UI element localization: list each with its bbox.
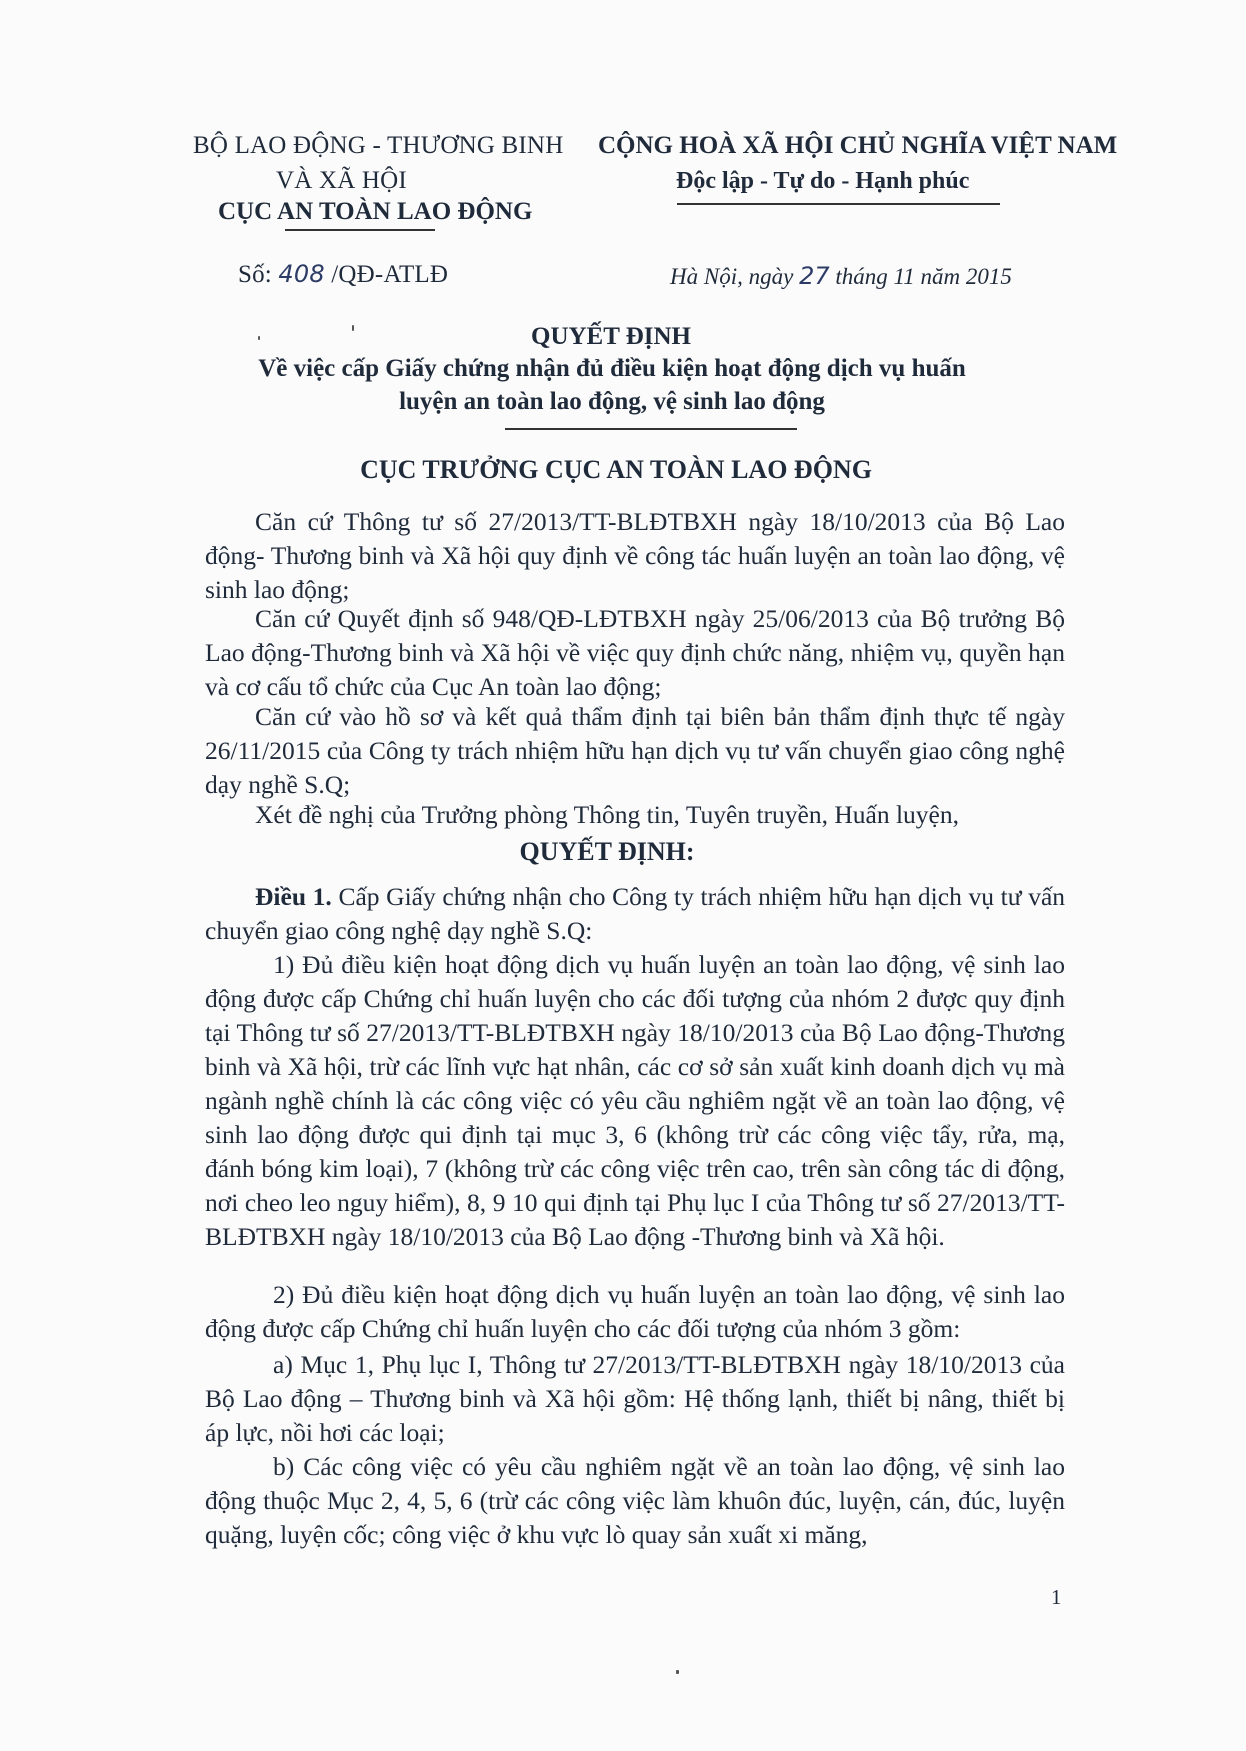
number-suffix: /QĐ-ATLĐ <box>331 261 449 288</box>
basis-paragraph-3: Căn cứ vào hồ sơ và kết quả thẩm định tại biên bản thẩm định thực tế ngày 26/11/2015 của Công ty trách nhiệm hữu hạn dịch vụ tư vấn chuyển giao công nghệ dạy nghề S.Q; <box>205 702 1065 799</box>
document-type-title: QUYẾT ĐỊNH <box>531 323 691 350</box>
date-month-year: tháng 11 năm 2015 <box>835 264 1012 289</box>
ministry-name-line1: BỘ LAO ĐỘNG - THƯƠNG BINH <box>193 132 564 159</box>
document-date <box>670 262 1012 290</box>
basis-paragraph-2: Căn cứ Quyết định số 948/QĐ-LĐTBXH ngày 25/06/2013 của Bộ trưởng Bộ Lao động-Thương binh và Xã hội về việc quy định chức năng, nhiệm vụ, quyền hạn và cơ cấu tổ chức của Cục An toàn lao động; <box>205 604 1065 701</box>
article-1-label: Điều 1. <box>255 882 332 911</box>
date-place: Hà Nội, ngày <box>670 264 794 289</box>
scan-speck <box>352 325 354 331</box>
clause-1: 1) Đủ điều kiện hoạt động dịch vụ huấn luyện an toàn lao động, vệ sinh lao động được cấp Chứng chỉ huấn luyện cho các đối tượng của nhóm 2 được quy định tại Thông tư số 27/2013/TT-BLĐTBXH ngày 18/10/2013 của Bộ Lao động-Thương binh và Xã hội, trừ các lĩnh vực hạt nhân, các cơ sở sản xuất kinh doanh dịch vụ mà ngành nghề chính là các công việc có yêu cầu nghiêm ngặt về an toàn lao động, vệ sinh lao động được qui định tại mục 3, 6 (không trừ các công việc tẩy, rửa, mạ, đánh bóng kim loại), 7 (không trừ các công việc trên cao, trên sàn công tác di động, nơi cheo leo nguy hiểm), 8, 9 10 qui định tại Phụ lục I của Thông tư số 27/2013/TT-BLĐTBXH ngày 18/10/2013 của Bộ Lao động -Thương binh và Xã hội. <box>205 950 1065 1251</box>
motto-underline <box>677 203 1000 205</box>
handwritten-number: 408 <box>278 260 325 288</box>
department-name: CỤC AN TOÀN LAO ĐỘNG <box>218 198 533 225</box>
scan-speck <box>258 336 260 340</box>
handwritten-day: 27 <box>799 262 830 290</box>
basis-paragraph-4: Xét đề nghị của Trưởng phòng Thông tin, Tuyên truyền, Huấn luyện, <box>255 800 959 829</box>
authority-title: CỤC TRƯỞNG CỤC AN TOÀN LAO ĐỘNG <box>360 455 872 484</box>
subject-line-1: Về việc cấp Giấy chứng nhận đủ điều kiện hoạt động dịch vụ huấn <box>258 355 966 382</box>
national-motto: Độc lập - Tự do - Hạnh phúc <box>676 168 970 194</box>
subject-underline <box>505 428 797 430</box>
department-underline <box>285 229 435 231</box>
subject-line-2: luyện an toàn lao động, vệ sinh lao động <box>399 388 825 415</box>
article-1-text: Cấp Giấy chứng nhận cho Công ty trách nhiệm hữu hạn dịch vụ tư vấn chuyển giao công nghệ dạy nghề S.Q: <box>205 882 1066 945</box>
document-number <box>238 260 448 289</box>
decides-heading: QUYẾT ĐỊNH: <box>519 837 695 866</box>
scan-speck <box>676 1670 679 1674</box>
country-name: CỘNG HOÀ XÃ HỘI CHỦ NGHĨA VIỆT NAM <box>598 132 1118 159</box>
page-number: 1 <box>1051 1585 1062 1609</box>
clause-2a: a) Mục 1, Phụ lục I, Thông tư 27/2013/TT-BLĐTBXH ngày 18/10/2013 của Bộ Lao động – Thương binh và Xã hội gồm: Hệ thống lạnh, thiết bị nâng, thiết bị áp lực, nồi hơi các loại; <box>205 1350 1065 1447</box>
clause-2: 2) Đủ điều kiện hoạt động dịch vụ huấn luyện an toàn lao động, vệ sinh lao động được cấp Chứng chỉ huấn luyện cho các đối tượng của nhóm 3 gồm: <box>205 1280 1065 1343</box>
basis-paragraph-1: Căn cứ Thông tư số 27/2013/TT-BLĐTBXH ngày 18/10/2013 của Bộ Lao động- Thương binh và Xã hội quy định về công tác huấn luyện an toàn lao động, vệ sinh lao động; <box>205 507 1065 604</box>
clause-2b: b) Các công việc có yêu cầu nghiêm ngặt về an toàn lao động, vệ sinh lao động thuộc Mục 2, 4, 5, 6 (trừ các công việc làm khuôn đúc, luyện, cán, đúc, luyện quặng, luyện cốc; công việc ở khu vực lò quay sản xuất xi măng, <box>205 1452 1065 1549</box>
article-1 <box>205 880 1065 948</box>
number-prefix: Số: <box>238 261 272 288</box>
ministry-name-line2: VÀ XÃ HỘI <box>276 167 407 194</box>
